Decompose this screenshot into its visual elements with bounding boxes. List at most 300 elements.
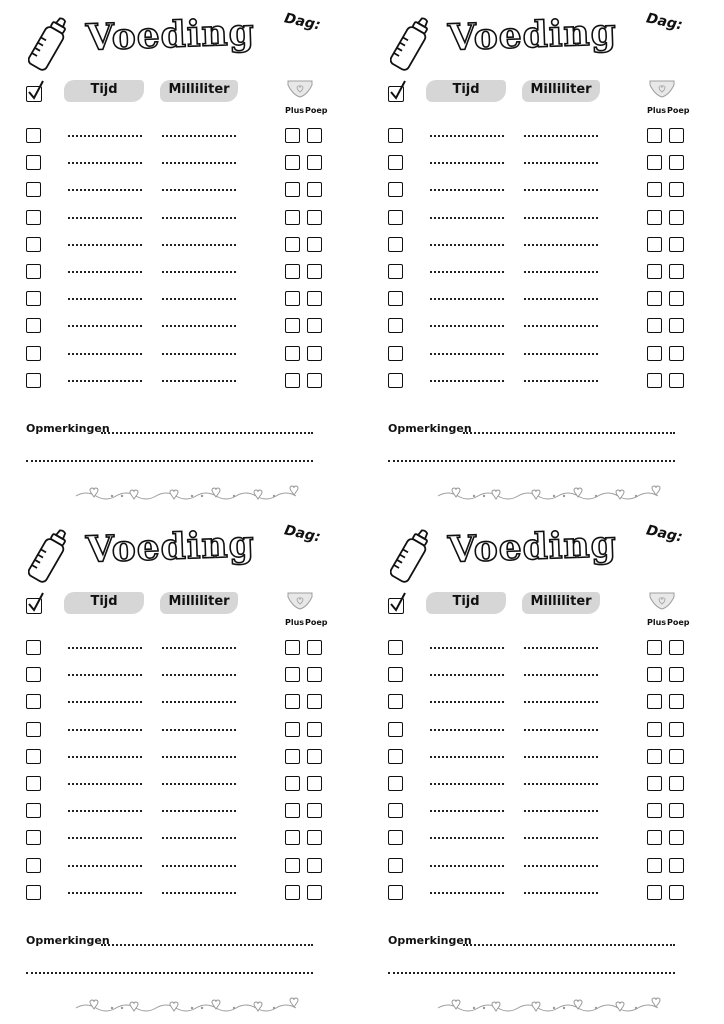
diaper-icon [649, 80, 675, 98]
feeding-row [0, 128, 362, 148]
feed-done-checkbox[interactable] [388, 318, 403, 333]
diaper-plus-checkbox[interactable] [285, 694, 300, 709]
milliliter-entry-line[interactable] [162, 865, 236, 867]
diaper-plus-checkbox[interactable] [647, 155, 662, 170]
feeding-row [362, 264, 724, 284]
diaper-plus-checkbox[interactable] [647, 373, 662, 388]
diaper-plus-checkbox[interactable] [647, 776, 662, 791]
diaper-poep-checkbox[interactable] [307, 885, 322, 900]
feeding-row [0, 694, 362, 714]
diaper-poep-checkbox[interactable] [669, 803, 684, 818]
baby-bottle-icon [28, 526, 68, 588]
milliliter-entry-line[interactable] [524, 865, 598, 867]
feeding-row [362, 803, 724, 823]
column-header-milliliter: Milliliter [168, 82, 230, 97]
milliliter-entry-line[interactable] [162, 353, 236, 355]
diaper-poep-checkbox[interactable] [669, 722, 684, 737]
milliliter-entry-line[interactable] [162, 756, 236, 758]
diaper-icon [287, 80, 313, 98]
time-entry-line[interactable] [430, 647, 504, 649]
feed-done-checkbox[interactable] [388, 776, 403, 791]
diaper-plus-checkbox[interactable] [285, 155, 300, 170]
feeding-row [0, 318, 362, 338]
diaper-poep-checkbox[interactable] [669, 182, 684, 197]
time-entry-line[interactable] [68, 892, 142, 894]
feeding-log-card [362, 0, 724, 512]
milliliter-entry-line[interactable] [162, 674, 236, 676]
time-entry-line[interactable] [430, 783, 504, 785]
diaper-plus-checkbox[interactable] [285, 830, 300, 845]
feeding-row [362, 182, 724, 202]
diaper-poep-checkbox[interactable] [307, 858, 322, 873]
diaper-poep-checkbox[interactable] [669, 858, 684, 873]
diaper-poep-checkbox[interactable] [307, 803, 322, 818]
feed-done-checkbox[interactable] [388, 858, 403, 873]
diaper-plus-checkbox[interactable] [285, 346, 300, 361]
diaper-poep-label: Poep [305, 618, 328, 627]
diaper-poep-checkbox[interactable] [669, 210, 684, 225]
notes-line[interactable] [101, 432, 313, 434]
milliliter-entry-line[interactable] [162, 162, 236, 164]
diaper-plus-checkbox[interactable] [285, 749, 300, 764]
milliliter-entry-line[interactable] [162, 892, 236, 894]
diaper-poep-checkbox[interactable] [669, 776, 684, 791]
feeding-row [0, 210, 362, 230]
feed-done-checkbox[interactable] [26, 776, 41, 791]
feed-done-checkbox[interactable] [388, 749, 403, 764]
feed-done-checkbox[interactable] [388, 210, 403, 225]
diaper-plus-checkbox[interactable] [285, 318, 300, 333]
diaper-plus-checkbox[interactable] [647, 830, 662, 845]
checkmark-icon [26, 591, 46, 613]
column-header-milliliter: Milliliter [530, 82, 592, 97]
feed-done-checkbox[interactable] [26, 182, 41, 197]
diaper-plus-checkbox[interactable] [647, 803, 662, 818]
column-header-time: Tijd [90, 594, 118, 609]
time-entry-line[interactable] [68, 810, 142, 812]
time-entry-line[interactable] [430, 135, 504, 137]
diaper-plus-checkbox[interactable] [285, 264, 300, 279]
feeding-row [362, 318, 724, 338]
feeding-row [0, 803, 362, 823]
diaper-plus-checkbox[interactable] [285, 667, 300, 682]
diaper-plus-checkbox[interactable] [285, 776, 300, 791]
milliliter-entry-line[interactable] [524, 647, 598, 649]
milliliter-entry-line[interactable] [524, 674, 598, 676]
notes-line[interactable] [26, 972, 313, 974]
feed-done-checkbox[interactable] [26, 264, 41, 279]
time-entry-line[interactable] [430, 298, 504, 300]
feeding-row [362, 749, 724, 769]
notes-label: Opmerkingen [26, 934, 110, 947]
diaper-poep-checkbox[interactable] [307, 291, 322, 306]
milliliter-entry-line[interactable] [162, 810, 236, 812]
feeding-row [362, 373, 724, 393]
milliliter-entry-line[interactable] [524, 756, 598, 758]
feed-done-checkbox[interactable] [26, 318, 41, 333]
time-entry-line[interactable] [68, 135, 142, 137]
feed-done-checkbox[interactable] [388, 128, 403, 143]
time-entry-line[interactable] [430, 353, 504, 355]
feed-done-checkbox[interactable] [388, 830, 403, 845]
baby-bottle-icon [390, 526, 430, 588]
notes-line[interactable] [101, 944, 313, 946]
milliliter-entry-line[interactable] [524, 162, 598, 164]
card-title: Voeding [447, 11, 618, 59]
time-entry-line[interactable] [68, 162, 142, 164]
column-header-milliliter: Milliliter [530, 594, 592, 609]
feed-done-checkbox[interactable] [388, 155, 403, 170]
feed-done-checkbox[interactable] [26, 667, 41, 682]
milliliter-entry-line[interactable] [524, 701, 598, 703]
column-header-milliliter: Milliliter [168, 594, 230, 609]
diaper-plus-checkbox[interactable] [285, 128, 300, 143]
diaper-icon [287, 592, 313, 610]
feeding-row [0, 373, 362, 393]
milliliter-entry-line[interactable] [162, 647, 236, 649]
feeding-row [0, 155, 362, 175]
feed-done-checkbox[interactable] [26, 885, 41, 900]
time-entry-line[interactable] [430, 162, 504, 164]
feed-done-checkbox[interactable] [388, 667, 403, 682]
feeding-row [0, 830, 362, 850]
diaper-plus-checkbox[interactable] [285, 858, 300, 873]
diaper-plus-label: Plus [285, 618, 305, 627]
time-entry-line[interactable] [430, 674, 504, 676]
milliliter-entry-line[interactable] [524, 217, 598, 219]
feeding-row [362, 694, 724, 714]
diaper-poep-checkbox[interactable] [307, 346, 322, 361]
column-header-time: Tijd [452, 594, 480, 609]
checked-box-icon [388, 86, 404, 102]
diaper-poep-checkbox[interactable] [307, 830, 322, 845]
milliliter-entry-line[interactable] [162, 783, 236, 785]
time-entry-line[interactable] [430, 810, 504, 812]
milliliter-entry-line[interactable] [162, 271, 236, 273]
diaper-plus-checkbox[interactable] [285, 291, 300, 306]
diaper-plus-checkbox[interactable] [285, 803, 300, 818]
diaper-plus-checkbox[interactable] [285, 640, 300, 655]
feeding-row [0, 640, 362, 660]
feed-done-checkbox[interactable] [26, 749, 41, 764]
feed-done-checkbox[interactable] [388, 291, 403, 306]
feed-done-checkbox[interactable] [26, 155, 41, 170]
diaper-poep-checkbox[interactable] [307, 373, 322, 388]
milliliter-entry-line[interactable] [524, 298, 598, 300]
baby-bottle-icon [390, 14, 430, 76]
card-title: Voeding [447, 523, 618, 571]
hearts-garland-icon [74, 996, 304, 1018]
diaper-plus-checkbox[interactable] [647, 722, 662, 737]
time-entry-line[interactable] [68, 865, 142, 867]
diaper-icon [649, 592, 675, 610]
time-entry-line[interactable] [430, 892, 504, 894]
milliliter-entry-line[interactable] [162, 217, 236, 219]
time-entry-line[interactable] [430, 729, 504, 731]
time-entry-line[interactable] [430, 271, 504, 273]
milliliter-entry-line[interactable] [162, 325, 236, 327]
milliliter-entry-line[interactable] [524, 135, 598, 137]
milliliter-entry-line[interactable] [162, 380, 236, 382]
feeding-row [0, 182, 362, 202]
diaper-plus-checkbox[interactable] [647, 858, 662, 873]
feed-done-checkbox[interactable] [26, 640, 41, 655]
time-entry-line[interactable] [68, 298, 142, 300]
diaper-plus-checkbox[interactable] [647, 694, 662, 709]
milliliter-entry-line[interactable] [524, 189, 598, 191]
diaper-plus-checkbox[interactable] [285, 237, 300, 252]
diaper-poep-checkbox[interactable] [307, 264, 322, 279]
time-entry-line[interactable] [68, 325, 142, 327]
hearts-garland-icon [436, 484, 666, 506]
notes-line[interactable] [463, 432, 675, 434]
column-header-time: Tijd [90, 82, 118, 97]
milliliter-entry-line[interactable] [162, 729, 236, 731]
feed-done-checkbox[interactable] [388, 803, 403, 818]
milliliter-entry-line[interactable] [162, 701, 236, 703]
diaper-plus-checkbox[interactable] [285, 210, 300, 225]
feed-done-checkbox[interactable] [388, 346, 403, 361]
milliliter-entry-line[interactable] [162, 135, 236, 137]
feed-done-checkbox[interactable] [388, 722, 403, 737]
diaper-poep-checkbox[interactable] [307, 318, 322, 333]
diaper-plus-checkbox[interactable] [647, 667, 662, 682]
feeding-row [0, 776, 362, 796]
checkmark-icon [388, 79, 408, 101]
feed-done-checkbox[interactable] [388, 264, 403, 279]
checked-box-icon [26, 86, 42, 102]
column-header-time: Tijd [452, 82, 480, 97]
feeding-row [362, 885, 724, 905]
hearts-garland-icon [436, 996, 666, 1018]
notes-label: Opmerkingen [388, 422, 472, 435]
diaper-poep-checkbox[interactable] [307, 155, 322, 170]
milliliter-entry-line[interactable] [524, 729, 598, 731]
feeding-row [362, 210, 724, 230]
diaper-poep-checkbox[interactable] [669, 291, 684, 306]
time-entry-line[interactable] [68, 783, 142, 785]
diaper-poep-checkbox[interactable] [669, 346, 684, 361]
diaper-plus-label: Plus [285, 106, 305, 115]
diaper-poep-checkbox[interactable] [669, 373, 684, 388]
diaper-poep-checkbox[interactable] [307, 210, 322, 225]
feeding-row [0, 667, 362, 687]
diaper-poep-checkbox[interactable] [669, 830, 684, 845]
diaper-plus-checkbox[interactable] [285, 373, 300, 388]
milliliter-entry-line[interactable] [524, 325, 598, 327]
time-entry-line[interactable] [68, 271, 142, 273]
milliliter-entry-line[interactable] [162, 837, 236, 839]
feeding-log-card [0, 512, 362, 1024]
diaper-plus-checkbox[interactable] [647, 237, 662, 252]
diaper-plus-label: Plus [647, 618, 667, 627]
milliliter-entry-line[interactable] [162, 298, 236, 300]
feeding-row [362, 291, 724, 311]
card-title: Voeding [85, 523, 256, 571]
diaper-poep-label: Poep [305, 106, 328, 115]
time-entry-line[interactable] [430, 189, 504, 191]
time-entry-line[interactable] [68, 701, 142, 703]
notes-label: Opmerkingen [26, 422, 110, 435]
milliliter-entry-line[interactable] [524, 892, 598, 894]
checkmark-icon [388, 591, 408, 613]
feeding-row [362, 722, 724, 742]
milliliter-entry-line[interactable] [524, 353, 598, 355]
feed-done-checkbox[interactable] [26, 346, 41, 361]
time-entry-line[interactable] [430, 756, 504, 758]
diaper-plus-checkbox[interactable] [647, 749, 662, 764]
time-entry-line[interactable] [430, 380, 504, 382]
time-entry-line[interactable] [430, 865, 504, 867]
feed-done-checkbox[interactable] [26, 210, 41, 225]
day-label: Dag: [644, 10, 684, 34]
notes-line[interactable] [388, 460, 675, 462]
feed-done-checkbox[interactable] [26, 694, 41, 709]
feeding-row [0, 749, 362, 769]
diaper-plus-checkbox[interactable] [647, 318, 662, 333]
diaper-poep-checkbox[interactable] [669, 640, 684, 655]
milliliter-entry-line[interactable] [524, 244, 598, 246]
feeding-row [362, 667, 724, 687]
feed-done-checkbox[interactable] [388, 237, 403, 252]
baby-bottle-icon [28, 14, 68, 76]
diaper-poep-checkbox[interactable] [307, 237, 322, 252]
feeding-row [0, 858, 362, 878]
checkmark-icon [26, 79, 46, 101]
time-entry-line[interactable] [430, 325, 504, 327]
feeding-row [0, 722, 362, 742]
diaper-poep-checkbox[interactable] [307, 694, 322, 709]
feed-done-checkbox[interactable] [26, 858, 41, 873]
diaper-plus-checkbox[interactable] [285, 182, 300, 197]
diaper-plus-checkbox[interactable] [647, 885, 662, 900]
time-entry-line[interactable] [68, 244, 142, 246]
milliliter-entry-line[interactable] [162, 244, 236, 246]
day-label: Dag: [282, 10, 322, 34]
diaper-plus-checkbox[interactable] [647, 264, 662, 279]
feeding-row [362, 776, 724, 796]
feed-done-checkbox[interactable] [26, 373, 41, 388]
card-title: Voeding [85, 11, 256, 59]
milliliter-entry-line[interactable] [524, 783, 598, 785]
diaper-poep-checkbox[interactable] [669, 128, 684, 143]
checked-box-icon [26, 598, 42, 614]
diaper-plus-checkbox[interactable] [647, 291, 662, 306]
feed-done-checkbox[interactable] [26, 830, 41, 845]
diaper-poep-checkbox[interactable] [307, 667, 322, 682]
feed-done-checkbox[interactable] [26, 722, 41, 737]
diaper-plus-checkbox[interactable] [285, 885, 300, 900]
notes-line[interactable] [26, 460, 313, 462]
feed-done-checkbox[interactable] [26, 237, 41, 252]
feeding-row [362, 640, 724, 660]
milliliter-entry-line[interactable] [524, 271, 598, 273]
feed-done-checkbox[interactable] [26, 291, 41, 306]
feeding-row [0, 264, 362, 284]
feeding-row [362, 346, 724, 366]
milliliter-entry-line[interactable] [162, 189, 236, 191]
feeding-row [0, 885, 362, 905]
time-entry-line[interactable] [430, 837, 504, 839]
feeding-row [362, 237, 724, 257]
time-entry-line[interactable] [68, 729, 142, 731]
hearts-garland-icon [74, 484, 304, 506]
feeding-row [362, 830, 724, 850]
checked-box-icon [388, 598, 404, 614]
diaper-poep-checkbox[interactable] [669, 155, 684, 170]
diaper-plus-checkbox[interactable] [285, 722, 300, 737]
milliliter-entry-line[interactable] [524, 837, 598, 839]
diaper-poep-checkbox[interactable] [307, 182, 322, 197]
diaper-poep-checkbox[interactable] [307, 749, 322, 764]
diaper-poep-checkbox[interactable] [307, 640, 322, 655]
time-entry-line[interactable] [68, 837, 142, 839]
time-entry-line[interactable] [68, 380, 142, 382]
time-entry-line[interactable] [68, 189, 142, 191]
time-entry-line[interactable] [68, 647, 142, 649]
feeding-row [362, 128, 724, 148]
diaper-poep-label: Poep [667, 106, 690, 115]
time-entry-line[interactable] [68, 756, 142, 758]
diaper-poep-checkbox[interactable] [669, 264, 684, 279]
feed-done-checkbox[interactable] [388, 182, 403, 197]
diaper-poep-checkbox[interactable] [669, 237, 684, 252]
time-entry-line[interactable] [430, 701, 504, 703]
time-entry-line[interactable] [68, 217, 142, 219]
diaper-poep-checkbox[interactable] [669, 318, 684, 333]
feeding-row [362, 155, 724, 175]
diaper-plus-checkbox[interactable] [647, 346, 662, 361]
feeding-row [362, 858, 724, 878]
diaper-poep-label: Poep [667, 618, 690, 627]
time-entry-line[interactable] [430, 244, 504, 246]
time-entry-line[interactable] [68, 353, 142, 355]
diaper-poep-checkbox[interactable] [307, 128, 322, 143]
diaper-plus-checkbox[interactable] [647, 128, 662, 143]
feeding-log-card [362, 512, 724, 1024]
diaper-poep-checkbox[interactable] [307, 776, 322, 791]
diaper-poep-checkbox[interactable] [669, 667, 684, 682]
feeding-row [0, 346, 362, 366]
day-label: Dag: [644, 522, 684, 546]
notes-label: Opmerkingen [388, 934, 472, 947]
diaper-poep-checkbox[interactable] [669, 749, 684, 764]
diaper-plus-checkbox[interactable] [647, 640, 662, 655]
feed-done-checkbox[interactable] [388, 694, 403, 709]
diaper-plus-label: Plus [647, 106, 667, 115]
feed-done-checkbox[interactable] [388, 885, 403, 900]
feeding-log-card [0, 0, 362, 512]
milliliter-entry-line[interactable] [524, 810, 598, 812]
diaper-plus-checkbox[interactable] [647, 210, 662, 225]
feed-done-checkbox[interactable] [388, 373, 403, 388]
notes-line[interactable] [388, 972, 675, 974]
diaper-plus-checkbox[interactable] [647, 182, 662, 197]
diaper-poep-checkbox[interactable] [669, 885, 684, 900]
feeding-row [0, 291, 362, 311]
milliliter-entry-line[interactable] [524, 380, 598, 382]
diaper-poep-checkbox[interactable] [307, 722, 322, 737]
feed-done-checkbox[interactable] [26, 803, 41, 818]
day-label: Dag: [282, 522, 322, 546]
time-entry-line[interactable] [430, 217, 504, 219]
diaper-poep-checkbox[interactable] [669, 694, 684, 709]
notes-line[interactable] [463, 944, 675, 946]
feed-done-checkbox[interactable] [26, 128, 41, 143]
time-entry-line[interactable] [68, 674, 142, 676]
feed-done-checkbox[interactable] [388, 640, 403, 655]
feeding-row [0, 237, 362, 257]
